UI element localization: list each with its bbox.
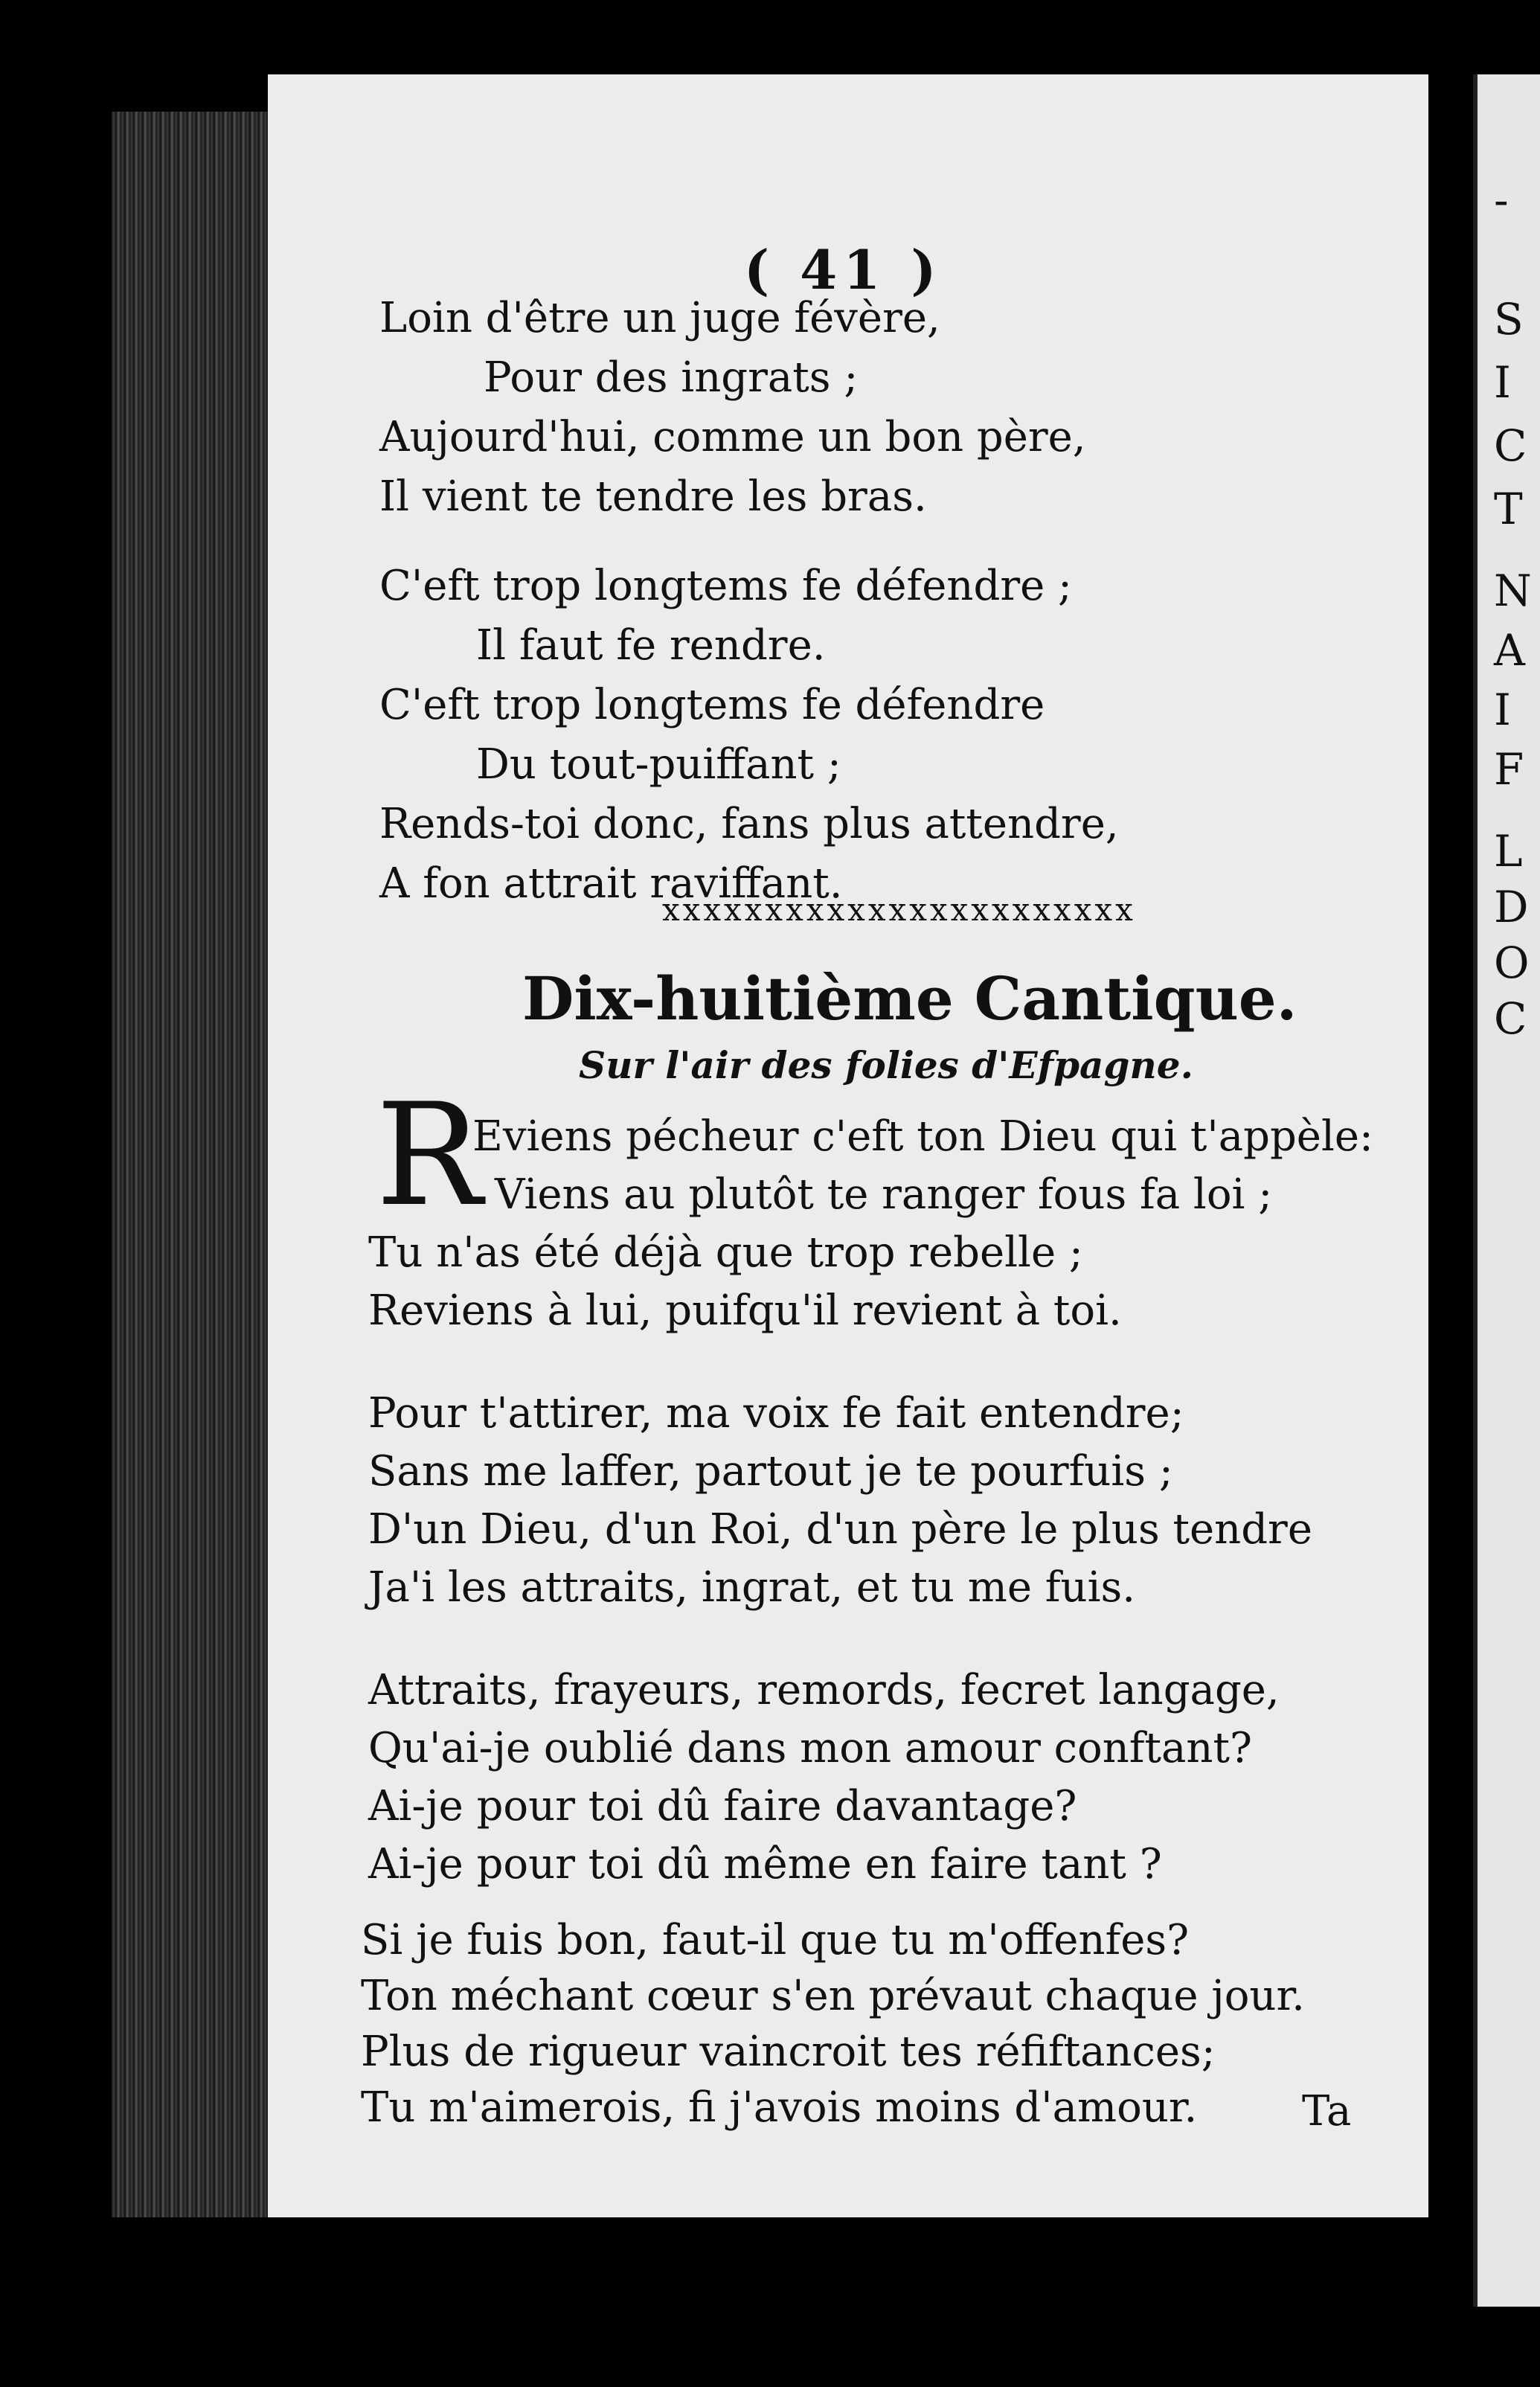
verse-line: C'eft trop longtems fe défendre ; [379, 562, 1072, 610]
verse-line: Pour t'attirer, ma voix fe fait entendre; [368, 1389, 1184, 1438]
verse-line: Ai-je pour toi dû même en faire tant ? [368, 1840, 1162, 1888]
hymn-subtitle: Sur l'air des folies d'Efpagne. [579, 1043, 1193, 1087]
verse-line: Ja'i les attraits, ingrat, et tu me fuis. [368, 1563, 1136, 1612]
page-number: ( 41 ) [744, 238, 943, 301]
verse-line: Il faut fe rendre. [476, 621, 826, 670]
verse-line: Loin d'être un juge févère, [379, 294, 940, 342]
verse-line: Attraits, frayeurs, remords, fecret langage, [368, 1666, 1280, 1714]
facing-page-letter: D [1494, 882, 1529, 932]
verse-line: Eviens pécheur c'eft ton Dieu qui t'appèle: [472, 1112, 1373, 1161]
hymn-title: Dix-huitième Cantique. [522, 964, 1297, 1034]
verse-line: Pour des ingrats ; [484, 353, 859, 402]
facing-page-letter: I [1494, 685, 1511, 735]
verse-line: Reviens à lui, puifqu'il revient à toi. [368, 1287, 1122, 1335]
facing-page-letter: C [1494, 420, 1527, 471]
verse-line: Qu'ai-je oublié dans mon amour conftant? [368, 1724, 1253, 1772]
verse-line: A fon attrait raviffant. [379, 859, 843, 908]
verse-line: D'un Dieu, d'un Roi, d'un père le plus tendre [368, 1505, 1312, 1554]
verse-line: Tu m'aimerois, fi j'avois moins d'amour. [361, 2083, 1198, 2132]
verse-line: Ai-je pour toi dû faire davantage? [368, 1782, 1077, 1830]
page-edges [112, 112, 290, 2217]
facing-page-letter: O [1494, 938, 1530, 988]
verse-line: Sans me laffer, partout je te pourfuis ; [368, 1447, 1173, 1496]
verse-line: Rends-toi donc, fans plus attendre, [379, 800, 1119, 848]
verse-line: C'eft trop longtems fe défendre [379, 681, 1045, 729]
verse-line: Viens au plutôt te ranger fous fa loi ; [495, 1170, 1273, 1219]
ornamental-separator: xxxxxxxxxxxxxxxxxxxxxxx [662, 891, 1136, 928]
facing-page-letter: A [1494, 625, 1525, 676]
verse-line: Il vient te tendre les bras. [379, 472, 927, 521]
facing-page-letter: L [1494, 826, 1523, 877]
facing-page-letter: C [1494, 993, 1527, 1044]
verse-line: Du tout-puiffant ; [476, 740, 841, 789]
facing-page-edge [1473, 74, 1540, 2307]
drop-cap: R [376, 1073, 483, 1237]
facing-page-letter: I [1494, 357, 1511, 408]
book-page [268, 74, 1428, 2217]
catchword: Ta [1302, 2087, 1352, 2136]
facing-page-letter: N [1494, 565, 1532, 616]
facing-page-letter: S [1494, 294, 1524, 345]
verse-line: Plus de rigueur vaincroit tes réfiftances; [361, 2028, 1216, 2076]
verse-line: Si je fuis bon, faut-il que tu m'offenfes? [361, 1916, 1190, 1964]
facing-page-letter: T [1494, 484, 1523, 534]
verse-line: Ton méchant cœur s'en prévaut chaque jour. [361, 1972, 1305, 2020]
verse-line: Aujourd'hui, comme un bon père, [379, 413, 1086, 461]
verse-line: Tu n'as été déjà que trop rebelle ; [368, 1228, 1083, 1277]
facing-page-letter: - [1494, 175, 1509, 225]
facing-page-letter: F [1494, 744, 1524, 795]
